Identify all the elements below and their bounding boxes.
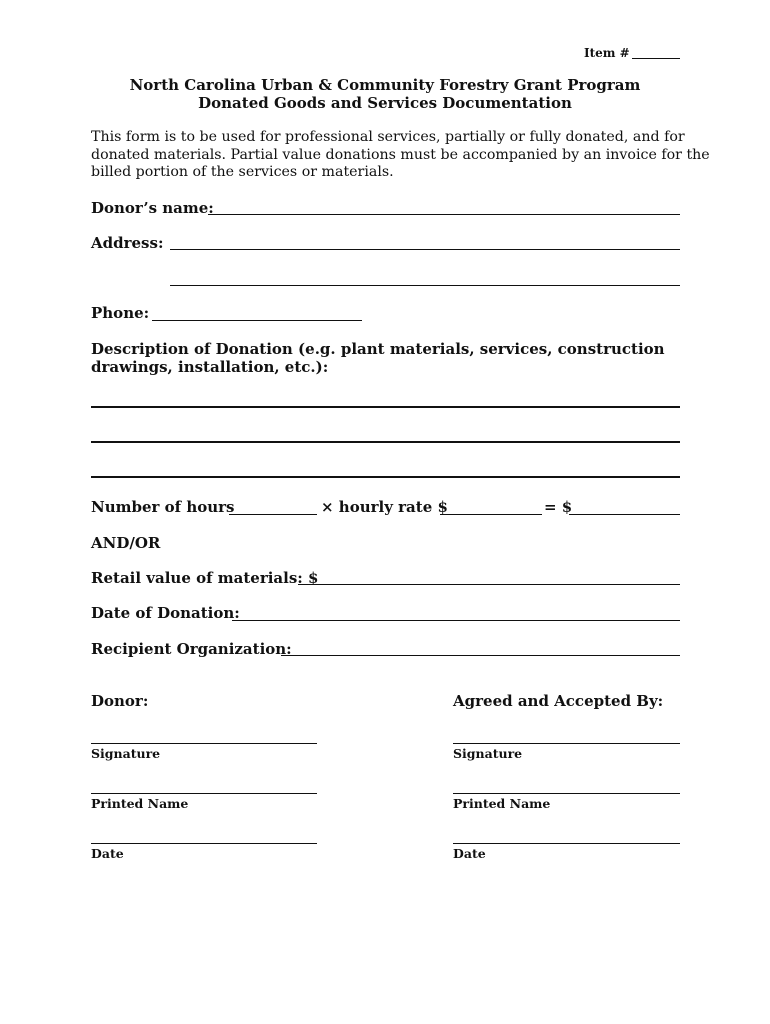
hourly-rate-label: × hourly rate $	[321, 498, 448, 516]
recipient-org-label: Recipient Organization:	[91, 640, 292, 658]
intro-line-1: This form is to be used for professional services, partially or fully donated, and for	[91, 129, 685, 145]
donor-name-field[interactable]	[208, 214, 680, 215]
address-label: Address:	[91, 234, 164, 252]
address-field-line-2[interactable]	[170, 285, 680, 286]
acceptor-signature-label: Signature	[453, 746, 523, 761]
retail-value-label: Retail value of materials: $	[91, 569, 319, 587]
total-equals-label: = $	[544, 498, 573, 516]
accepted-heading: Agreed and Accepted By:	[453, 692, 664, 710]
and-or-label: AND/OR	[91, 534, 161, 552]
retail-value-field[interactable]	[298, 584, 680, 585]
acceptor-printed-name-label: Printed Name	[453, 796, 551, 811]
recipient-org-field[interactable]	[281, 655, 680, 656]
description-field-line-1[interactable]	[91, 406, 680, 408]
intro-line-2: donated materials. Partial value donations must be accompanied by an invoice for the	[91, 146, 710, 163]
page-title: North Carolina Urban & Community Forestry Grant Program	[129, 76, 641, 94]
description-label-line-1: Description of Donation (e.g. plant materials, services, construction	[91, 340, 665, 358]
donor-date-label: Date	[91, 846, 124, 861]
donor-printed-name-label: Printed Name	[91, 796, 189, 811]
description-label-line-2: drawings, installation, etc.):	[91, 358, 329, 376]
date-of-donation-field[interactable]	[232, 620, 680, 621]
description-field-line-2[interactable]	[91, 441, 680, 443]
acceptor-date-label: Date	[453, 846, 486, 861]
description-field-line-3[interactable]	[91, 476, 680, 478]
item-number	[584, 46, 630, 60]
hourly-rate-field[interactable]	[440, 514, 542, 515]
donor-signature-label: Signature	[91, 746, 161, 761]
donor-signature-field[interactable]	[91, 743, 317, 744]
acceptor-printed-name-field[interactable]	[453, 793, 680, 794]
address-field-line-1[interactable]	[170, 249, 680, 250]
acceptor-date-field[interactable]	[453, 843, 680, 844]
intro-line-3: billed portion of the services or materials.	[91, 164, 394, 180]
acceptor-signature-field[interactable]	[453, 743, 680, 744]
item-number-label: Item #	[584, 46, 630, 60]
intro-paragraph	[91, 129, 710, 182]
donor-name-label: Donor’s name:	[91, 199, 214, 217]
phone-label: Phone:	[91, 304, 150, 322]
hours-field[interactable]	[229, 514, 317, 515]
page-subtitle: Donated Goods and Services Documentation	[198, 94, 572, 112]
total-field[interactable]	[569, 514, 680, 515]
phone-field[interactable]	[152, 320, 362, 321]
date-of-donation-label: Date of Donation:	[91, 604, 240, 622]
hours-label: Number of hours	[91, 498, 235, 516]
item-number-field[interactable]	[632, 58, 680, 59]
donor-printed-name-field[interactable]	[91, 793, 317, 794]
donor-date-field[interactable]	[91, 843, 317, 844]
donor-heading: Donor:	[91, 692, 149, 710]
